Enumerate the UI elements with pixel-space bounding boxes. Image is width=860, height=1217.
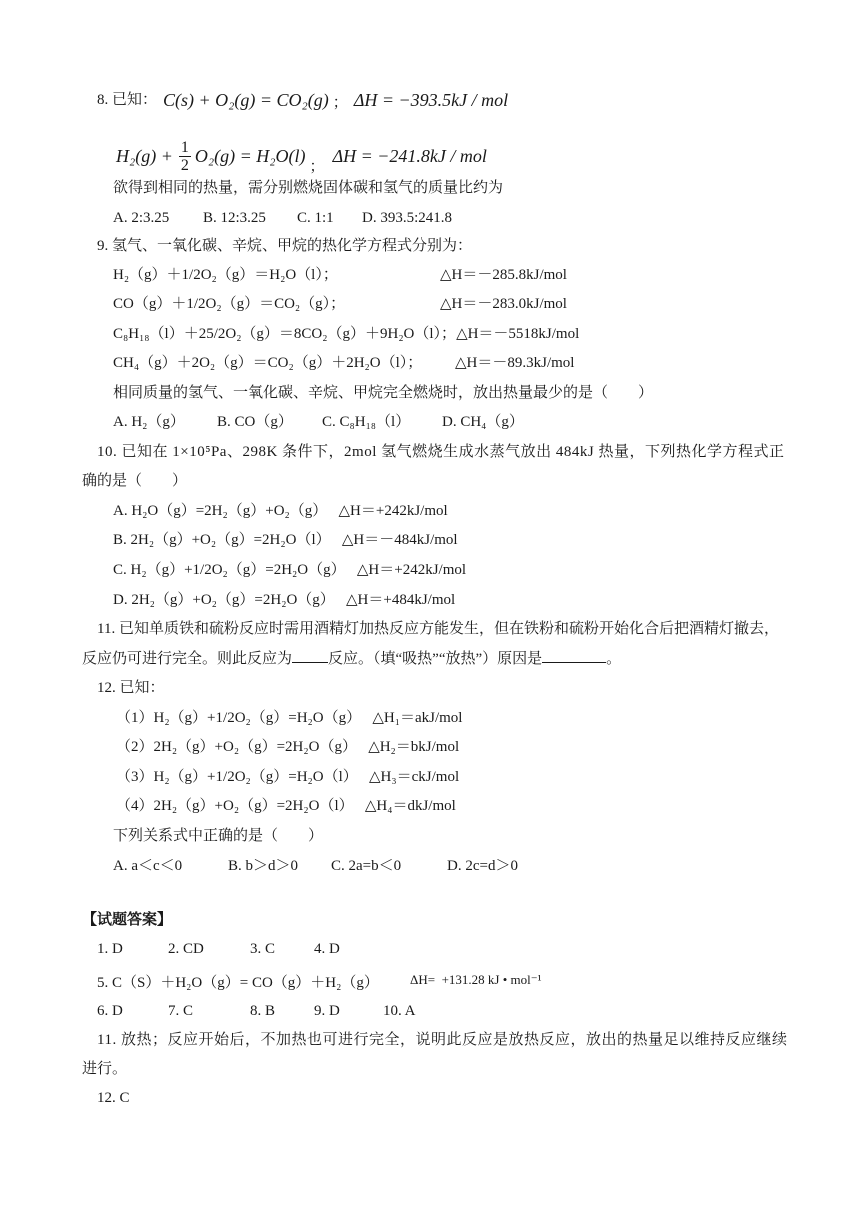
answer-item: 8. B xyxy=(250,1003,276,1019)
equation-octane: C₈H₁₈（l）＋25/2O₂（g）＝8CO₂（g）＋9H₂O（l）； xyxy=(113,326,457,342)
equation-4: （4）2H₂（g）+O₂（g）=2H₂O（l） △H₄＝dkJ/mol xyxy=(116,798,456,814)
answer-11-line2: 进行。 xyxy=(82,1061,128,1077)
enthalpy-methane: △H＝－89.3kJ/mol xyxy=(455,355,575,371)
option-d: D. 393.5:241.8 xyxy=(362,210,452,226)
enthalpy-hydrogen: △H＝－285.8kJ/mol xyxy=(440,267,567,283)
option-c: C. C₈H₁₈（l） xyxy=(322,414,411,430)
option-a: A. H₂（g） xyxy=(113,414,185,430)
equation-octane-row xyxy=(113,324,579,344)
option-b: B. CO（g） xyxy=(217,414,293,430)
fraction-one-half xyxy=(179,139,191,174)
equation-3: （3）H₂（g）+1/2O₂（g）=H₂O（l） △H₃＝ckJ/mol xyxy=(116,769,460,785)
option-c: C. 2a=b＜0 xyxy=(331,858,402,874)
question-10-stem-line1: 10. 已知在 1×10⁵Pa、298K 条件下，2mol 氢气燃烧生成水蒸气放出 484kJ 热量，下列热化学方程式正 xyxy=(97,444,785,460)
option-b: B. 12:3.25 xyxy=(203,210,266,226)
answer-item: 2. CD xyxy=(168,941,204,957)
equation-separator: ； xyxy=(309,159,325,175)
equation-row-hydrogen xyxy=(116,135,487,177)
question-9-label: 9. 氢气、一氧化碳、辛烷、甲烷的热化学方程式分别为： xyxy=(97,238,473,254)
option-d: D. 2H₂（g）+O₂（g）=2H₂O（g） △H＝+484kJ/mol xyxy=(113,592,456,608)
equation-separator: ； xyxy=(332,95,348,111)
question-12-prompt: 下列关系式中正确的是（ ） xyxy=(113,828,324,844)
answer-item: 6. D xyxy=(97,1003,123,1019)
question-11-stem-line1: 11. 已知单质铁和硫粉反应时需用酒精灯加热反应方能发生，但在铁粉和硫粉开始化合后把酒精灯撤去， xyxy=(97,621,779,637)
option-a: A. H₂O（g）=2H₂（g）+O₂（g） △H＝+242kJ/mol xyxy=(113,503,448,519)
equation-2: （2）2H₂（g）+O₂（g）=2H₂O（g） △H₂＝bkJ/mol xyxy=(116,739,460,755)
fill-in-blank xyxy=(292,648,328,663)
answer-12: 12. C xyxy=(97,1090,130,1106)
option-c: C. H₂（g）+1/2O₂（g）=2H₂O（g） △H＝+242kJ/mol xyxy=(113,562,467,578)
equation-hydrogen-right: O₂(g) = H₂O(l) xyxy=(194,146,306,166)
answer-item: 3. C xyxy=(250,941,276,957)
answer-item: 9. D xyxy=(314,1003,340,1019)
fill-in-blank xyxy=(542,648,606,663)
equation-hydrogen-left: H₂(g) + xyxy=(116,146,173,166)
equation-1: （1）H₂（g）+1/2O₂（g）=H₂O（g） △H₁＝akJ/mol xyxy=(116,710,463,726)
question-11-stem-line2 xyxy=(82,648,621,669)
enthalpy-octane: △H＝－5518kJ/mol xyxy=(456,326,580,342)
answer-11-line1: 11. 放热；反应开始后，不加热也可进行完全，说明此反应是放热反应，放出的热量足以维持反应继续 xyxy=(97,1032,788,1048)
question-8-label: 8. 已知： xyxy=(97,92,158,108)
answer-item: 7. C xyxy=(168,1003,194,1019)
enthalpy-carbon-monoxide: △H＝－283.0kJ/mol xyxy=(440,296,567,312)
question-11-text-part1: 反应仍可进行完全。则此反应为 xyxy=(82,651,293,667)
option-d: D. 2c=d＞0 xyxy=(447,858,518,874)
question-12-label: 12. 已知： xyxy=(97,680,165,696)
fraction-numerator: 1 xyxy=(180,138,189,156)
answer-5-equation: 5. C（S）＋H₂O（g）= CO（g）＋H₂（g） xyxy=(97,975,379,991)
question-9-prompt: 相同质量的氢气、一氧化碳、辛烷、甲烷完全燃烧时，放出热量最少的是（ ） xyxy=(113,385,654,401)
option-b: B. 2H₂（g）+O₂（g）=2H₂O（l） △H＝－484kJ/mol xyxy=(113,532,458,548)
option-a: A. 2:3.25 xyxy=(113,210,170,226)
option-d: D. CH₄（g） xyxy=(442,414,524,430)
option-a: A. a＜c＜0 xyxy=(113,858,183,874)
answer-5-enthalpy: ΔH= +131.28 kJ • mol⁻¹ xyxy=(410,972,542,987)
option-b: B. b＞d＞0 xyxy=(228,858,299,874)
question-11-text-part3: 。 xyxy=(606,651,622,667)
equation-carbon-monoxide: CO（g）＋1/2O₂（g）＝CO₂（g）； xyxy=(113,296,346,312)
enthalpy-carbon: ΔH = −393.5kJ / mol xyxy=(353,90,509,110)
answer-item: 4. D xyxy=(314,941,340,957)
question-10-stem-line2: 确的是（ ） xyxy=(82,473,188,489)
equation-methane: CH₄（g）＋2O₂（g）＝CO₂（g）＋2H₂O（l）； xyxy=(113,355,423,371)
equation-carbon-combustion: C(s) + O₂(g) = CO₂(g) xyxy=(163,90,329,110)
equation-row-carbon xyxy=(163,86,508,114)
enthalpy-hydrogen: ΔH = −241.8kJ / mol xyxy=(332,146,487,166)
question-8-prompt: 欲得到相同的热量，需分别燃烧固体碳和氢气的质量比约为 xyxy=(113,180,504,196)
answer-section-title: 【试题答案】 xyxy=(82,912,173,928)
equation-hydrogen: H₂（g）＋1/2O₂（g）＝H₂O（l）； xyxy=(113,267,338,283)
question-11-text-part2: 反应。（填“吸热”“放热”）原因是 xyxy=(328,651,543,667)
option-c: C. 1:1 xyxy=(297,210,334,226)
fraction-denominator: 2 xyxy=(180,156,189,174)
answer-item: 1. D xyxy=(97,941,123,957)
answer-item: 10. A xyxy=(383,1003,416,1019)
